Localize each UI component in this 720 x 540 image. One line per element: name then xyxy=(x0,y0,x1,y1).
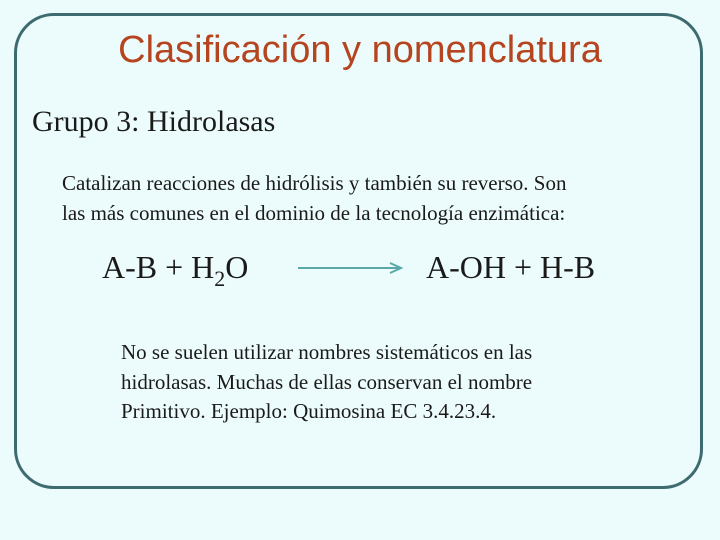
reactants-text: A-B + H xyxy=(102,249,215,285)
note-paragraph xyxy=(121,338,681,427)
equation-products: A-OH + H-B xyxy=(426,249,596,285)
equation-reactants xyxy=(102,250,248,291)
note-line: Primitivo. Ejemplo: Quimosina EC 3.4.23.4. xyxy=(121,399,497,423)
description-line: Catalizan reacciones de hidrólisis y también su reverso. Son xyxy=(62,171,567,195)
reactants-end: O xyxy=(225,249,249,285)
note-line: No se suelen utilizar nombres sistemáticos en las xyxy=(121,340,533,364)
description-paragraph xyxy=(62,168,662,228)
slide-subtitle: Grupo 3: Hidrolasas xyxy=(32,105,276,138)
description-line: las más comunes en el dominio de la tecnología enzimática: xyxy=(62,201,566,225)
water-subscript: 2 xyxy=(214,266,226,291)
reaction-arrow-icon xyxy=(296,258,406,278)
note-line: hidrolasas. Muchas de ellas conservan el nombre xyxy=(121,369,533,394)
slide-title: Clasificación y nomenclatura xyxy=(118,29,602,71)
